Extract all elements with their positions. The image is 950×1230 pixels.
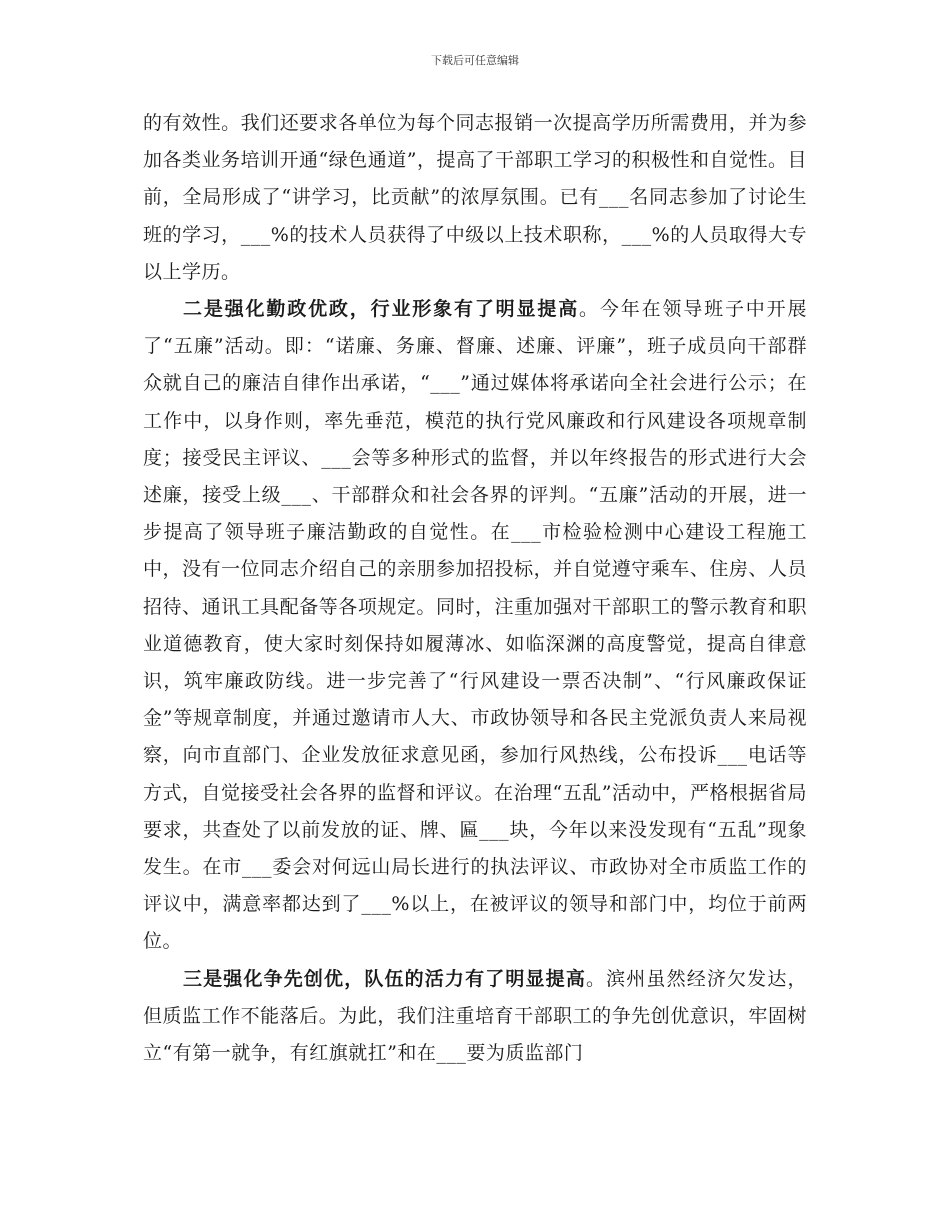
paragraph-1-text: 的有效性。我们还要求各单位为每个同志报销一次提高学历所需费用，并为参加各类业务培训开通“绿色通道”，提高了干部职工学习的积极性和自觉性。目前，全局形成了“讲学习，比贡献”的浓厚氛围。已有___名同志参加了讨论生班的学习，___%的技术人员获得了中级以上技术职称，___%的人员取得大专以上学历。	[143, 112, 807, 283]
page-header: 下载后可任意编辑	[431, 54, 519, 67]
paragraph-3-text: 。滨州虽然经济欠发达，但质监工作不能落后。为此，我们注重培育干部职工的争先创优意识，牢固树立“有第一就争，有红旗就扛”和在___要为质监部门	[143, 967, 807, 1065]
paragraph-2-text: 。今年在领导班子中开展了“五廉”活动。即：“诺廉、务廉、督廉、述廉、评廉”，班子成员向干部群众就自己的廉洁自律作出承诺，“___”通过媒体将承诺向全社会进行公示；在工作中，以身作则，率先垂范，模范的执行党风廉政和行风建设各项规章制度；接受民主评议、___会等多种形式的监督，并以年终报告的形式进行大会述廉，接受上级___、干部群众和社会各界的评判。“五廉”活动的开展，进一步提高了领导班子廉洁勤政的自觉性。在___市检验检测中心建设工程施工中，没有一位同志介绍自己的亲朋参加招投标，并自觉遵守乘车、住房、人员招待、通讯工具配备等各项规定。同时，注重加强对干部职工的警示教育和职业道德教育，使大家时刻保持如履薄冰、如临深渊的高度警觉，提高自律意识，筑牢廉政防线。进一步完善了“行风建设一票否决制”、“行风廉政保证金”等规章制度，并通过邀请市人大、市政协领导和各民主党派负责人来局视察，向市直部门、企业发放征求意见函，参加行风热线，公布投诉___电话等方式，自觉接受社会各界的监督和评议。在治理“五乱”活动中，严格根据省局要求，共查处了以前发放的证、牌、匾___块，今年以来没发现有“五乱”现象发生。在市___委会对何远山局长进行的执法评议、市政协对全市质监工作的评议中，满意率都达到了___%以上，在被评议的领导和部门中，均位于前两位。	[143, 298, 807, 953]
paragraph-2	[143, 291, 807, 961]
paragraph-1	[143, 105, 807, 291]
paragraph-3-lead: 三是强化争先创优，队伍的活力有了明显提高	[183, 967, 586, 990]
paragraph-2-lead: 二是强化勤政优政，行业形象有了明显提高	[183, 298, 580, 321]
paragraph-3	[143, 961, 807, 1073]
document-body	[143, 105, 807, 1072]
